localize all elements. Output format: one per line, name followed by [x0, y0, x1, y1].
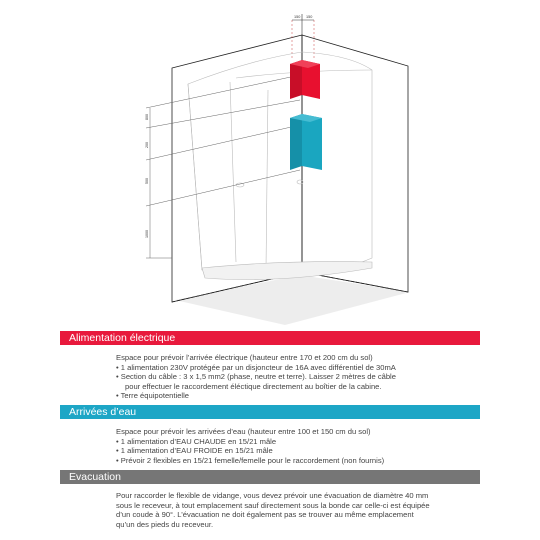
floor-shadow	[175, 275, 410, 325]
section-electric-text	[116, 353, 396, 401]
water-line: Espace pour prévoir les arrivées d’eau (hauteur entre 100 et 150 cm du sol)	[116, 427, 371, 436]
section-water-header	[60, 405, 480, 419]
water-line: • Prévoir 2 flexibles en 15/21 femelle/femelle pour le raccordement (non fournis)	[116, 455, 385, 465]
drain-line: qu’un des pieds du receveur.	[116, 519, 214, 529]
left-dimensions	[146, 75, 300, 258]
drain-line: sous le receveur, à tout emplacement sauf directement sous la bonde car celle-ci est équipée	[116, 500, 430, 510]
section-drain-header	[60, 470, 480, 484]
dim-left-500: 500	[145, 178, 149, 184]
drain-line: Pour raccorder le flexible de vidange, vous devez prévoir une évacuation de diamètre 40 mm	[116, 491, 429, 500]
section-drain-title: Evacuation	[69, 471, 121, 483]
shower-enclosure	[188, 52, 372, 280]
electric-line: • 1 alimentation 230V protégée par un disjoncteur de 16A avec différentiel de 30mA	[116, 362, 396, 372]
water-line: • 1 alimentation d’EAU CHAUDE en 15/21 mâle	[116, 436, 277, 446]
electric-line: pour effectuer le raccordement éléctique directement au boîtier de la cabine.	[125, 381, 382, 391]
dim-left-200: 200	[145, 142, 149, 148]
electric-line: • Section du câble : 3 x 1,5 mm2 (phase, neutre et terre). Laisser 2 mètres de câble	[116, 372, 396, 382]
left-wall	[172, 35, 302, 302]
dim-top-right: 150	[306, 15, 313, 19]
section-water-title: Arrivées d’eau	[69, 406, 137, 418]
electric-line: • Terre équipotentielle	[116, 391, 190, 401]
electric-line: Espace pour prévoir l’arrivée électrique (hauteur entre 170 et 200 cm du sol)	[116, 353, 373, 362]
section-electric-header	[60, 331, 480, 345]
section-drain-text	[116, 491, 478, 529]
dim-left-800: 800	[145, 114, 149, 120]
section-electric-title: Alimentation électrique	[69, 332, 176, 344]
water-zone	[290, 114, 322, 170]
electric-zone	[290, 60, 320, 99]
dim-top-left: 150	[294, 15, 301, 19]
drain-line: d’un coude à 90°. L’évacuation ne doit également pas se trouver au même emplacement	[116, 510, 414, 520]
section-water-text	[116, 427, 384, 465]
water-line: • 1 alimentation d’EAU FROIDE en 15/21 mâle	[116, 446, 273, 456]
dim-left-1000: 1000	[145, 230, 149, 238]
